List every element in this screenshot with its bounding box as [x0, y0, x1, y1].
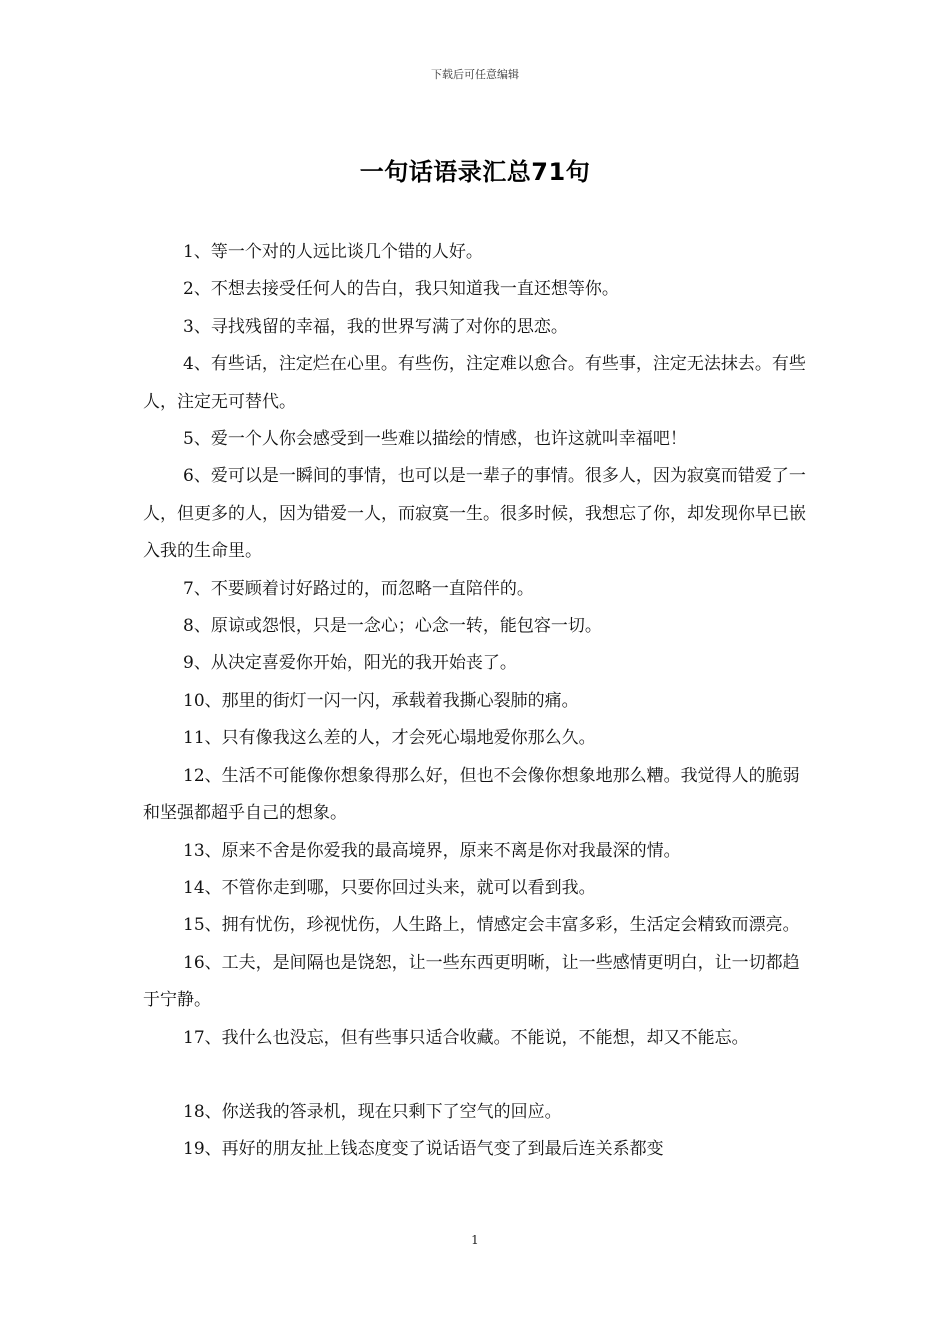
quote-item: 12、生活不可能像你想象得那么好，但也不会像你想象地那么糟。我觉得人的脆弱和坚强都超乎自己的想象。	[143, 765, 800, 824]
quote-item: 7、不要顾着讨好路过的，而忽略一直陪伴的。	[183, 578, 534, 599]
quote-item: 19、再好的朋友扯上钱态度变了说话语气变了到最后连关系都变	[183, 1139, 664, 1160]
quote-item: 16、工夫，是间隔也是饶恕，让一些东西更明晰，让一些感情更明白，让一切都趋于宁静。	[143, 952, 800, 1011]
quote-item: 4、有些话，注定烂在心里。有些伤，注定难以愈合。有些事，注定无法抹去。有些人，注定无可替代。	[143, 354, 806, 412]
quote-item: 2、不想去接受任何人的告白，我只知道我一直还想等你。	[183, 279, 619, 300]
header-note: 下载后可任意编辑	[431, 68, 519, 81]
quote-item: 3、寻找残留的幸福，我的世界写满了对你的思恋。	[183, 316, 568, 337]
document-title: 一句话语录汇总71句	[359, 158, 591, 186]
page-number: 1	[471, 1233, 479, 1247]
quote-item: 18、你送我的答录机，现在只剩下了空气的回应。	[183, 1101, 562, 1122]
quote-item: 9、从决定喜爱你开始，阳光的我开始丧了。	[183, 653, 517, 674]
quote-item: 6、爱可以是一瞬间的事情，也可以是一辈子的事情。很多人，因为寂寞而错爱了一人，但更多的人，因为错爱一人，而寂寞一生。很多时候，我想忘了你，却发现你早已嵌入我的生命里。	[143, 466, 806, 562]
document-body	[143, 234, 808, 1169]
quote-item: 1、等一个对的人远比谈几个错的人好。	[183, 242, 483, 262]
quote-item: 17、我什么也没忘，但有些事只适合收藏。不能说，不能想，却又不能忘。	[183, 1027, 749, 1048]
quote-item: 13、原来不舍是你爱我的最高境界，原来不离是你对我最深的情。	[183, 840, 681, 861]
quote-item: 10、那里的街灯一闪一闪，承载着我撕心裂肺的痛。	[183, 690, 579, 711]
quote-item: 5、爱一个人你会感受到一些难以描绘的情感，也许这就叫幸福吧！	[183, 429, 687, 450]
quote-item: 8、原谅或怨恨，只是一念心；心念一转，能包容一切。	[183, 616, 602, 637]
quote-item: 15、拥有忧伤，珍视忧伤，人生路上，情感定会丰富多彩，生活定会精致而漂亮。	[183, 915, 800, 936]
quote-item: 11、只有像我这么差的人，才会死心塌地爱你那么久。	[183, 728, 596, 749]
quote-item: 14、不管你走到哪，只要你回过头来，就可以看到我。	[183, 877, 596, 898]
